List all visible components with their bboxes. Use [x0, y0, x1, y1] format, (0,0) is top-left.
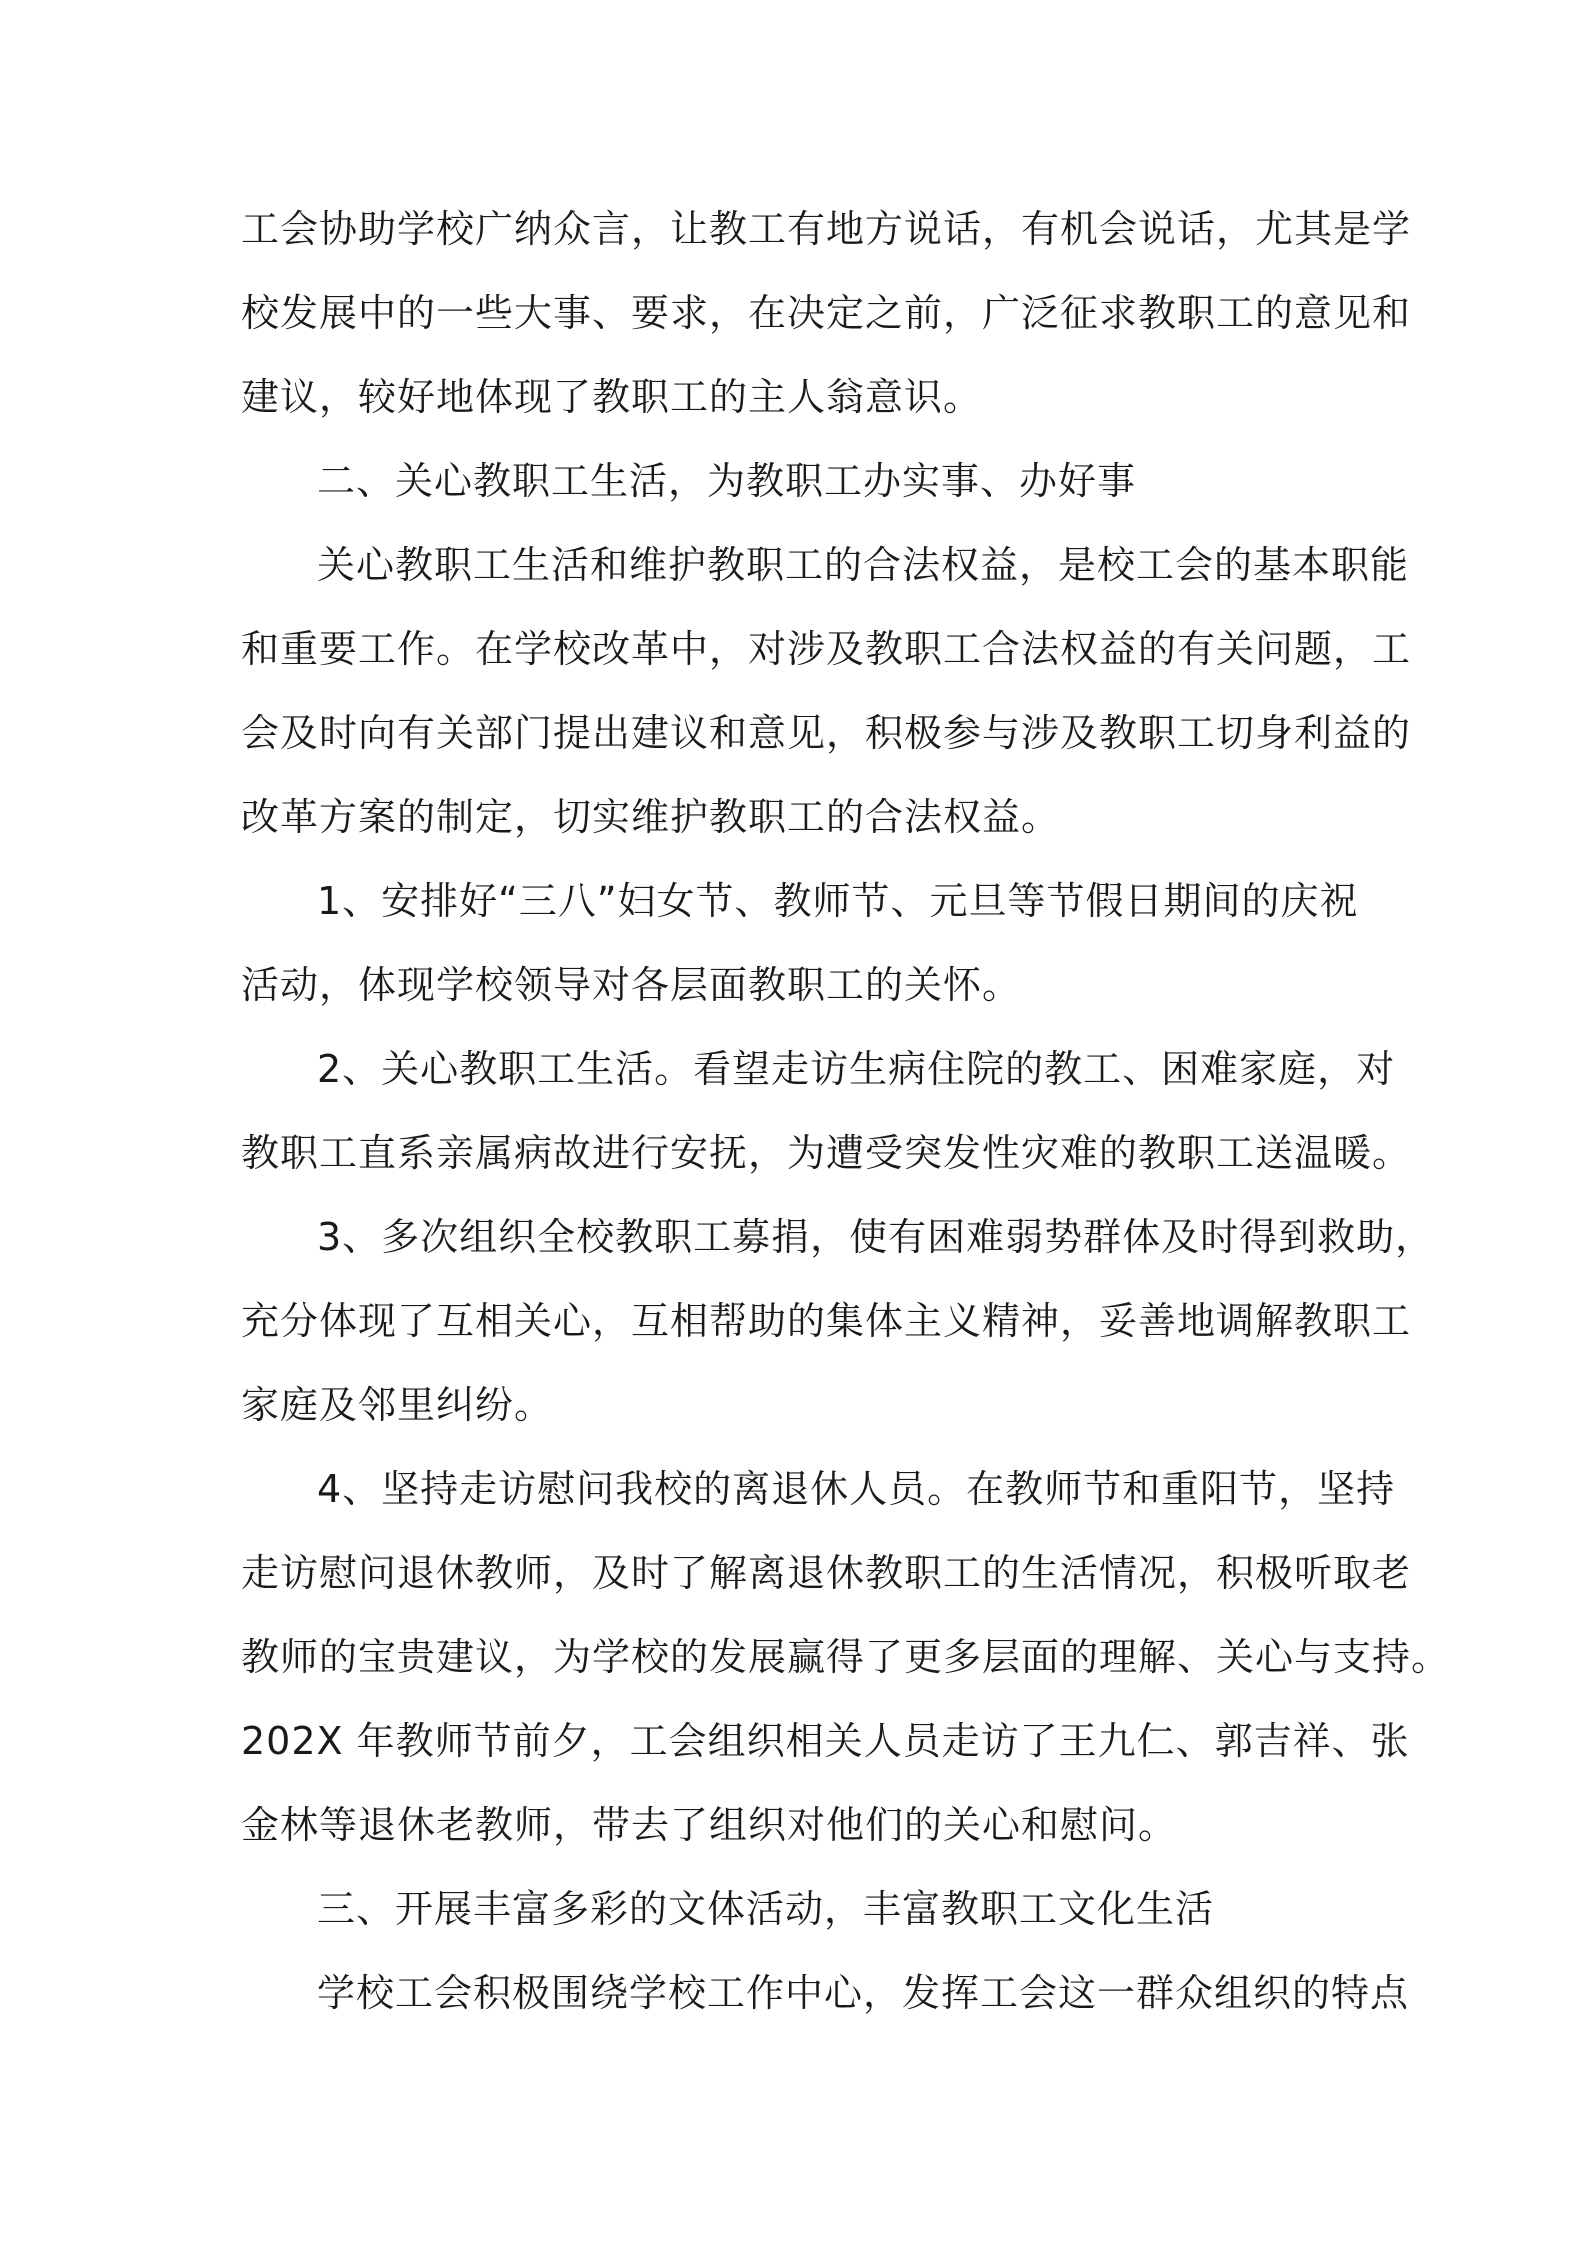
text-line: 活动，体现学校领导对各层面教职工的关怀。 — [241, 963, 1022, 1007]
text-line: 2、关心教职工生活。看望走访生病住院的教工、困难家庭，对 — [317, 1047, 1396, 1091]
text-line: 改革方案的制定，切实维护教职工的合法权益。 — [241, 795, 1061, 839]
text-line: 202X 年教师节前夕，工会组织相关人员走访了王九仁、郭吉祥、张 — [241, 1719, 1410, 1763]
text-line: 校发展中的一些大事、要求，在决定之前，广泛征求教职工的意见和 — [241, 291, 1412, 335]
text-line: 关心教职工生活和维护教职工的合法权益，是校工会的基本职能 — [317, 543, 1410, 587]
text-line: 建议，较好地体现了教职工的主人翁意识。 — [241, 375, 983, 419]
text-line: 走访慰问退休教师，及时了解离退休教职工的生活情况，积极听取老 — [241, 1551, 1412, 1595]
text-line: 会及时向有关部门提出建议和意见，积极参与涉及教职工切身利益的 — [241, 711, 1412, 755]
text-line: 和重要工作。在学校改革中，对涉及教职工合法权益的有关问题，工 — [241, 627, 1412, 671]
text-line: 学校工会积极围绕学校工作中心，发挥工会这一群众组织的特点 — [317, 1971, 1410, 2015]
document-body — [241, 187, 1451, 2035]
text-line: 金林等退休老教师，带去了组织对他们的关心和慰问。 — [241, 1803, 1178, 1847]
text-line: 家庭及邻里纠纷。 — [241, 1383, 554, 1427]
text-line: 教职工直系亲属病故进行安抚，为遭受突发性灾难的教职工送温暖。 — [241, 1131, 1412, 1175]
text-line: 教师的宝贵建议，为学校的发展赢得了更多层面的理解、关心与支持。 — [241, 1635, 1451, 1679]
text-line: 充分体现了互相关心，互相帮助的集体主义精神，妥善地调解教职工 — [241, 1299, 1412, 1343]
text-line: 1、安排好“三八”妇女节、教师节、元旦等节假日期间的庆祝 — [317, 879, 1359, 923]
text-line: 二、关心教职工生活，为教职工办实事、办好事 — [317, 459, 1137, 503]
text-line: 3、多次组织全校教职工募捐，使有困难弱势群体及时得到救助， — [317, 1215, 1435, 1259]
text-line: 4、坚持走访慰问我校的离退休人员。在教师节和重阳节，坚持 — [317, 1467, 1396, 1511]
text-line: 工会协助学校广纳众言，让教工有地方说话，有机会说话，尤其是学 — [241, 207, 1412, 251]
text-line: 三、开展丰富多彩的文体活动，丰富教职工文化生活 — [317, 1887, 1215, 1931]
